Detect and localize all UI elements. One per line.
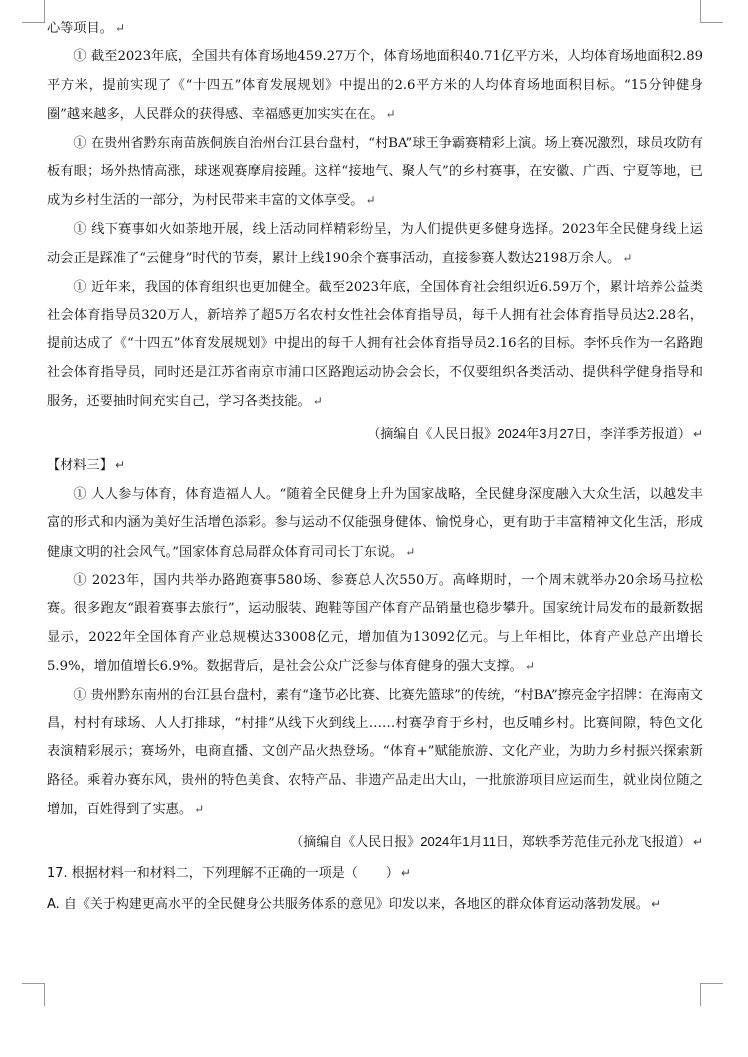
section-heading: 【材料三】 ↵ <box>47 457 125 473</box>
option-a: A. 自《关于构建更高水平的全民健身公共服务体系的意见》印发以来，各地区的群众体育运动落勃发展。 ↵ <box>47 896 661 912</box>
crop-mark-bottom-left <box>22 983 45 1006</box>
source-citation: （摘编自《人民日报》2024年1月11日，郑轶季芳范佳元孙龙飞报道） ↵ <box>290 833 703 849</box>
paragraph: ① 2023年，国内共举办路跑赛事580场、参赛总人次550万。高峰期时，一个周末就举办20余场马拉松赛。很多跑友“跟着赛事去旅行”，运动服装、跑鞋等国产体育产品销量也稳步攀升。国家统计局发布的最新数据显示，2022年全国体育产业总规模达33008亿元，增加值为13092亿元。与上年相比，体育产业总产出增长5.9%，增加值增长6.9%。数据背后，是社会公众广泛参与体育健身的强大支撑。 ↵ <box>47 572 703 675</box>
paragraph: ① 截至2023年底，全国共有体育场地459.27万个，体育场地面积40.71亿平方米，人均体育场地面积2.89平方米，提前实现了《“十四五”体育发展规划》中提出的2.6平方米的人均体育场地面积目标。“15分钟健身圈”越来越多，人民群众的获得感、幸福感更加实实在在。 ↵ <box>47 49 703 123</box>
crop-mark-top-right <box>700 0 723 23</box>
paragraph: ① 贵州黔东南州的台江县台盘村，素有“逢节必比赛、比赛先篮球”的传统，“村BA”擦亮金字招牌：在海南文昌，村村有球场、人人打排球，“村排”从线下火到线上……村赛孕育于乡村，也反哺乡村。比赛间隙，特色文化表演精彩展示；赛场外，电商直播、文创产品火热登场。“体育+”赋能旅游、文化产业，为助力乡村振兴探索新路径。乘着办赛东风，贵州的特色美食、农特产品、非遗产品走出大山，一批旅游项目应运而生，就业岗位随之增加，百姓得到了实惠。 ↵ <box>47 687 703 818</box>
paragraph: ① 在贵州省黔东南苗族侗族自治州台江县台盘村，“村BA”球王争霸赛精彩上演。场上赛况激烈，球员攻防有板有眼；场外热情高涨，球迷观赛摩肩接踵。这样“接地气、聚人气”的乡村赛事，在安徽、广西、宁夏等地，已成为乡村生活的一部分，为村民带来丰富的文体享受。 ↵ <box>47 135 703 209</box>
crop-mark-bottom-right <box>700 983 723 1006</box>
paragraph: ① 人人参与体育，体育造福人人。“随着全民健身上升为国家战略，全民健身深度融入大众生活，以越发丰富的形式和内涵为美好生活增色添彩。参与运动不仅能强身健体、愉悦身心，更有助于丰富精神文化生活，形成健康文明的社会风气。”国家体育总局群众体育司司长丁东说。 ↵ <box>47 486 703 560</box>
crop-mark-top-left <box>22 0 45 23</box>
source-citation: （摘编自《人民日报》2024年3月27日，李洋季芳报道） ↵ <box>367 425 703 441</box>
document-body <box>47 14 703 920</box>
paragraph: ① 近年来，我国的体育组织也更加健全。截至2023年底，全国体育社会组织近6.59万个，累计培养公益类社会体育指导员320万人，新培养了超5万名农村女性社会体育指导员，每千人拥有社会体育指导员达2.28名，提前达成了《“十四五”体育发展规划》中提出的每千人拥有社会体育指导员2.16名的目标。李怀兵作为一名路跑社会体育指导员，同时还是江苏省南京市浦口区路跑运动协会会长，不仅要组织各类活动、提供科学健身指导和服务，还要抽时间充实自己，学习各类技能。 ↵ <box>47 279 703 410</box>
question-stem: 17. 根据材料一和材料二，下列理解不正确的一项是（ ） ↵ <box>47 865 411 881</box>
paragraph-continuation: 心等项目。 ↵ <box>47 21 125 36</box>
paragraph: ① 线下赛事如火如荼地开展，线上活动同样精彩纷呈，为人们提供更多健身选择。2023年全民健身线上运动会正是踩准了“云健身”时代的节奏，累计上线190余个赛事活动，直接参赛人数达2198万余人。 ↵ <box>47 221 703 267</box>
